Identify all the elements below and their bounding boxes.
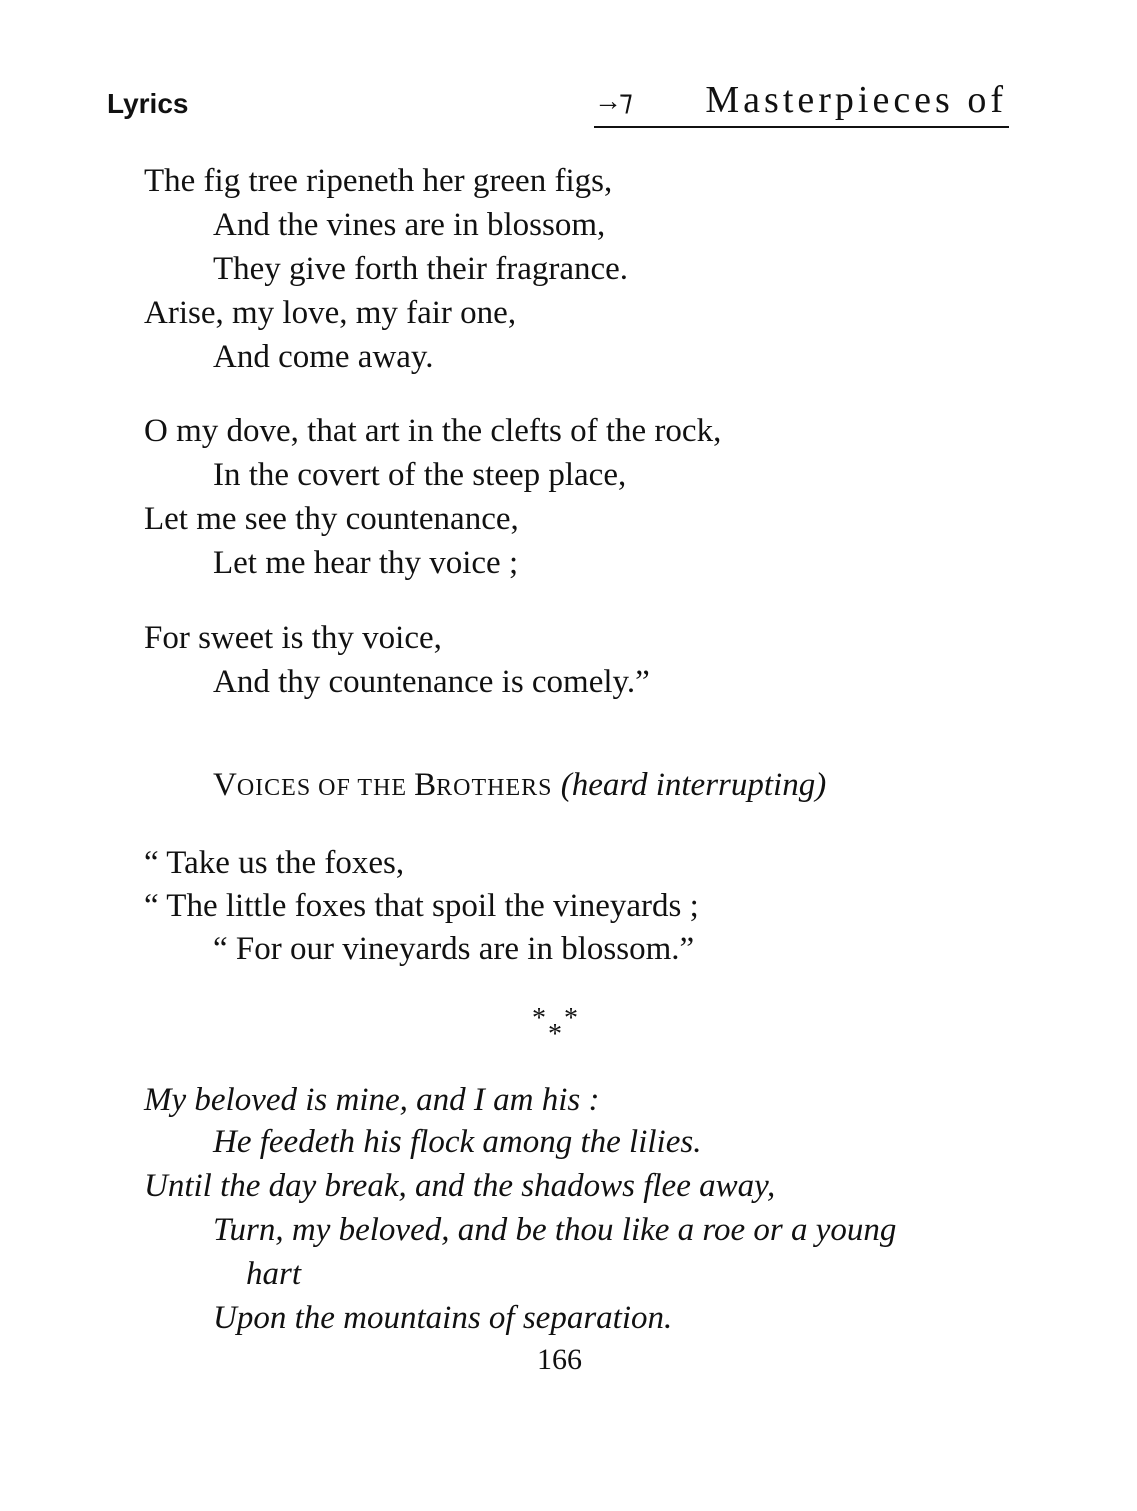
speaker-initial: B [414, 767, 437, 803]
verse-line: In the covert of the steep place, [213, 457, 627, 493]
ornament-icon: →⁊ [594, 86, 630, 117]
stage-direction: (heard interrupting) [560, 767, 827, 803]
verse-line: My beloved is mine, and I am his : [144, 1082, 600, 1118]
speaker-smallcaps: ROTHERS [436, 775, 553, 801]
verse-line: He feedeth his flock among the lilies. [213, 1124, 702, 1160]
verse-line: Upon the mountains of separation. [213, 1300, 673, 1336]
verse-line: Arise, my love, my fair one, [144, 295, 517, 331]
asterisk: * [564, 1003, 578, 1034]
verse-line: For sweet is thy voice, [144, 620, 442, 656]
verse-line: And the vines are in blossom, [213, 207, 606, 243]
speaker-smallcaps: OICES OF THE [236, 775, 415, 801]
verse-line: O my dove, that art in the clefts of the rock, [144, 413, 722, 449]
verse-line: “ The little foxes that spoil the vineyards ; [144, 888, 699, 924]
running-head-title [594, 78, 1009, 128]
verse-line: The fig tree ripeneth her green figs, [144, 163, 613, 199]
speaker-initial: V [213, 767, 237, 803]
running-head-title-text: Masterpieces of [705, 79, 1007, 121]
verse-line: And come away. [213, 339, 434, 375]
asterism [528, 1003, 588, 1049]
verse-line: Until the day break, and the shadows flee away, [144, 1168, 776, 1204]
running-head-section: Lyrics [107, 88, 189, 119]
verse-line: They give forth their fragrance. [213, 251, 629, 287]
verse-line: “ Take us the foxes, [144, 845, 405, 881]
speaker-heading [213, 765, 826, 808]
verse-line: And thy countenance is comely.” [213, 664, 650, 700]
asterisk: * [532, 1003, 546, 1034]
verse-line: Let me see thy countenance, [144, 501, 519, 537]
page-number: 166 [537, 1343, 582, 1376]
asterisk: * [548, 1019, 562, 1050]
verse-line: hart [246, 1256, 302, 1292]
verse-line: Let me hear thy voice ; [213, 545, 519, 581]
verse-line: “ For our vineyards are in blossom.” [213, 931, 695, 967]
verse-line: Turn, my beloved, and be thou like a roe or a young [213, 1212, 897, 1248]
